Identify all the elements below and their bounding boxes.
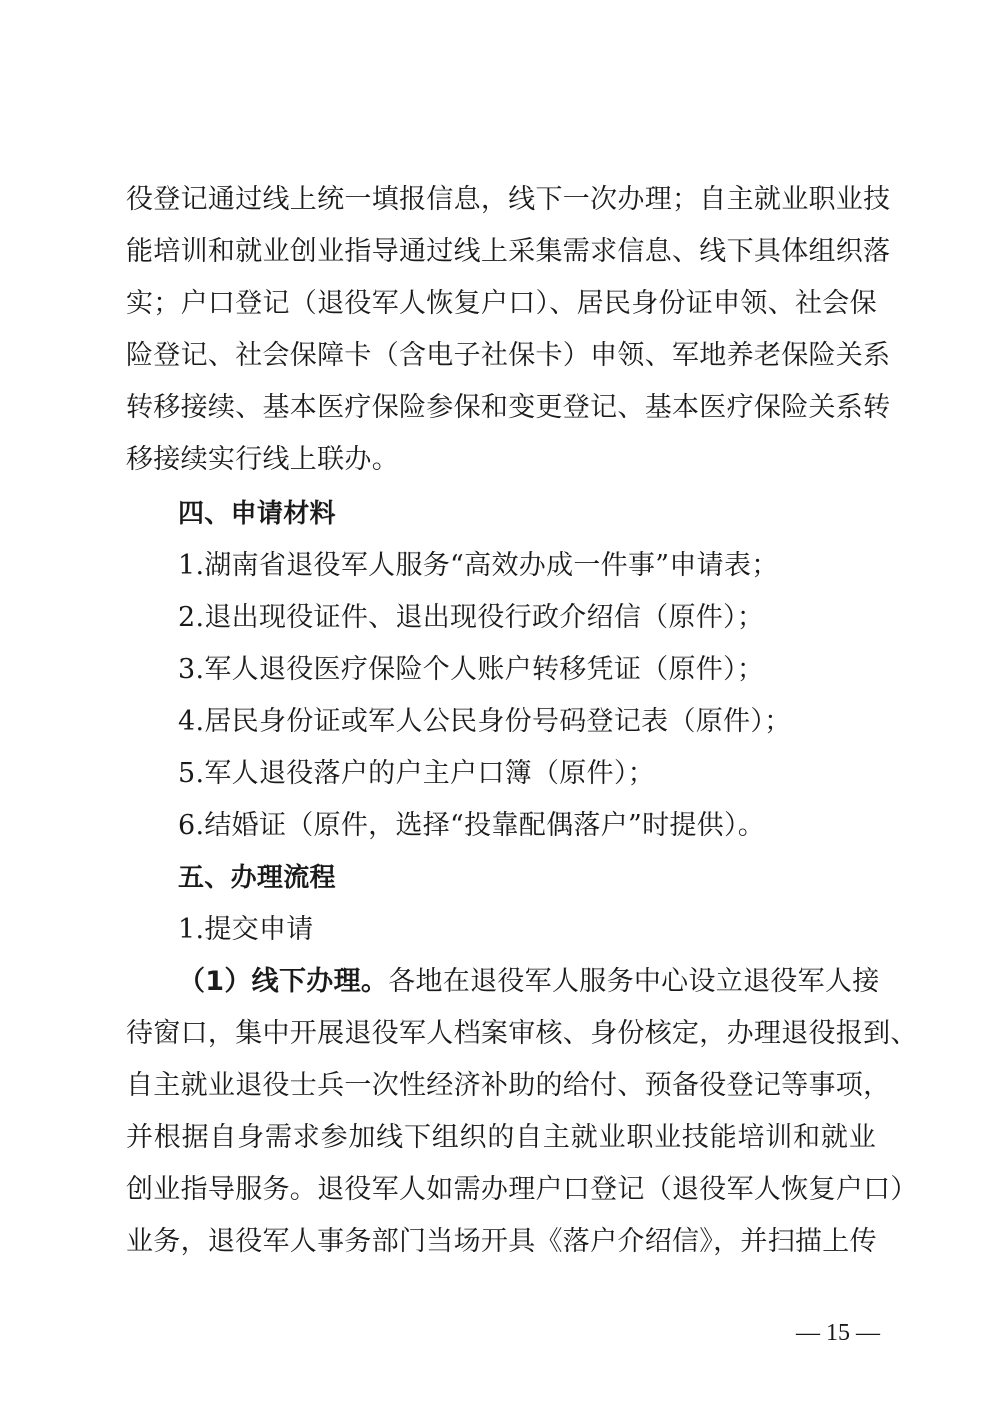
paragraph-line: 创业指导服务。退役军人如需办理户口登记（退役军人恢复户口） [126, 1174, 918, 1205]
paragraph-line: 实；户口登记（退役军人恢复户口）、居民身份证申领、社会保 [126, 288, 877, 319]
paragraph-line: 转移接续、基本医疗保险参保和变更登记、基本医疗保险关系转 [126, 392, 891, 423]
offline-label: （1）线下办理。 [178, 966, 389, 997]
page-number: — 15 — [796, 1320, 880, 1346]
material-item: 1.湖南省退役军人服务“高效办成一件事”申请表； [178, 550, 779, 581]
paragraph-line: 役登记通过线上统一填报信息，线下一次办理；自主就业职业技 [126, 184, 891, 215]
paragraph-line: 并根据自身需求参加线下组织的自主就业职业技能培训和就业 [126, 1122, 876, 1153]
material-item: 4.居民身份证或军人公民身份号码登记表（原件）； [178, 706, 792, 737]
material-item: 6.结婚证（原件，选择“投靠配偶落户”时提供）。 [178, 810, 766, 841]
paragraph-line: 能培训和就业创业指导通过线上采集需求信息、线下具体组织落 [126, 236, 891, 267]
paragraph-line: 移接续实行线上联办。 [126, 444, 399, 475]
paragraph-line: 业务，退役军人事务部门当场开具《落户介绍信》，并扫描上传 [126, 1226, 877, 1257]
material-item: 2.退出现役证件、退出现役行政介绍信（原件）； [178, 602, 765, 633]
section-heading-materials: 四、申请材料 [178, 499, 336, 529]
material-item: 3.军人退役医疗保险个人账户转移凭证（原件）； [178, 654, 765, 685]
section-heading-process: 五、办理流程 [178, 863, 336, 893]
offline-text: 各地在退役军人服务中心设立退役军人接 [388, 966, 880, 997]
offline-paragraph-first-line [178, 964, 880, 1000]
material-item: 5.军人退役落户的户主户口簿（原件）； [178, 758, 655, 789]
paragraph-line: 自主就业退役士兵一次性经济补助的给付、预备役登记等事项， [126, 1070, 891, 1101]
paragraph-line: 待窗口，集中开展退役军人档案审核、身份核定，办理退役报到、 [126, 1018, 918, 1049]
step-heading: 1.提交申请 [178, 914, 314, 945]
paragraph-line: 险登记、社会保障卡（含电子社保卡）申领、军地养老保险关系 [126, 340, 891, 371]
